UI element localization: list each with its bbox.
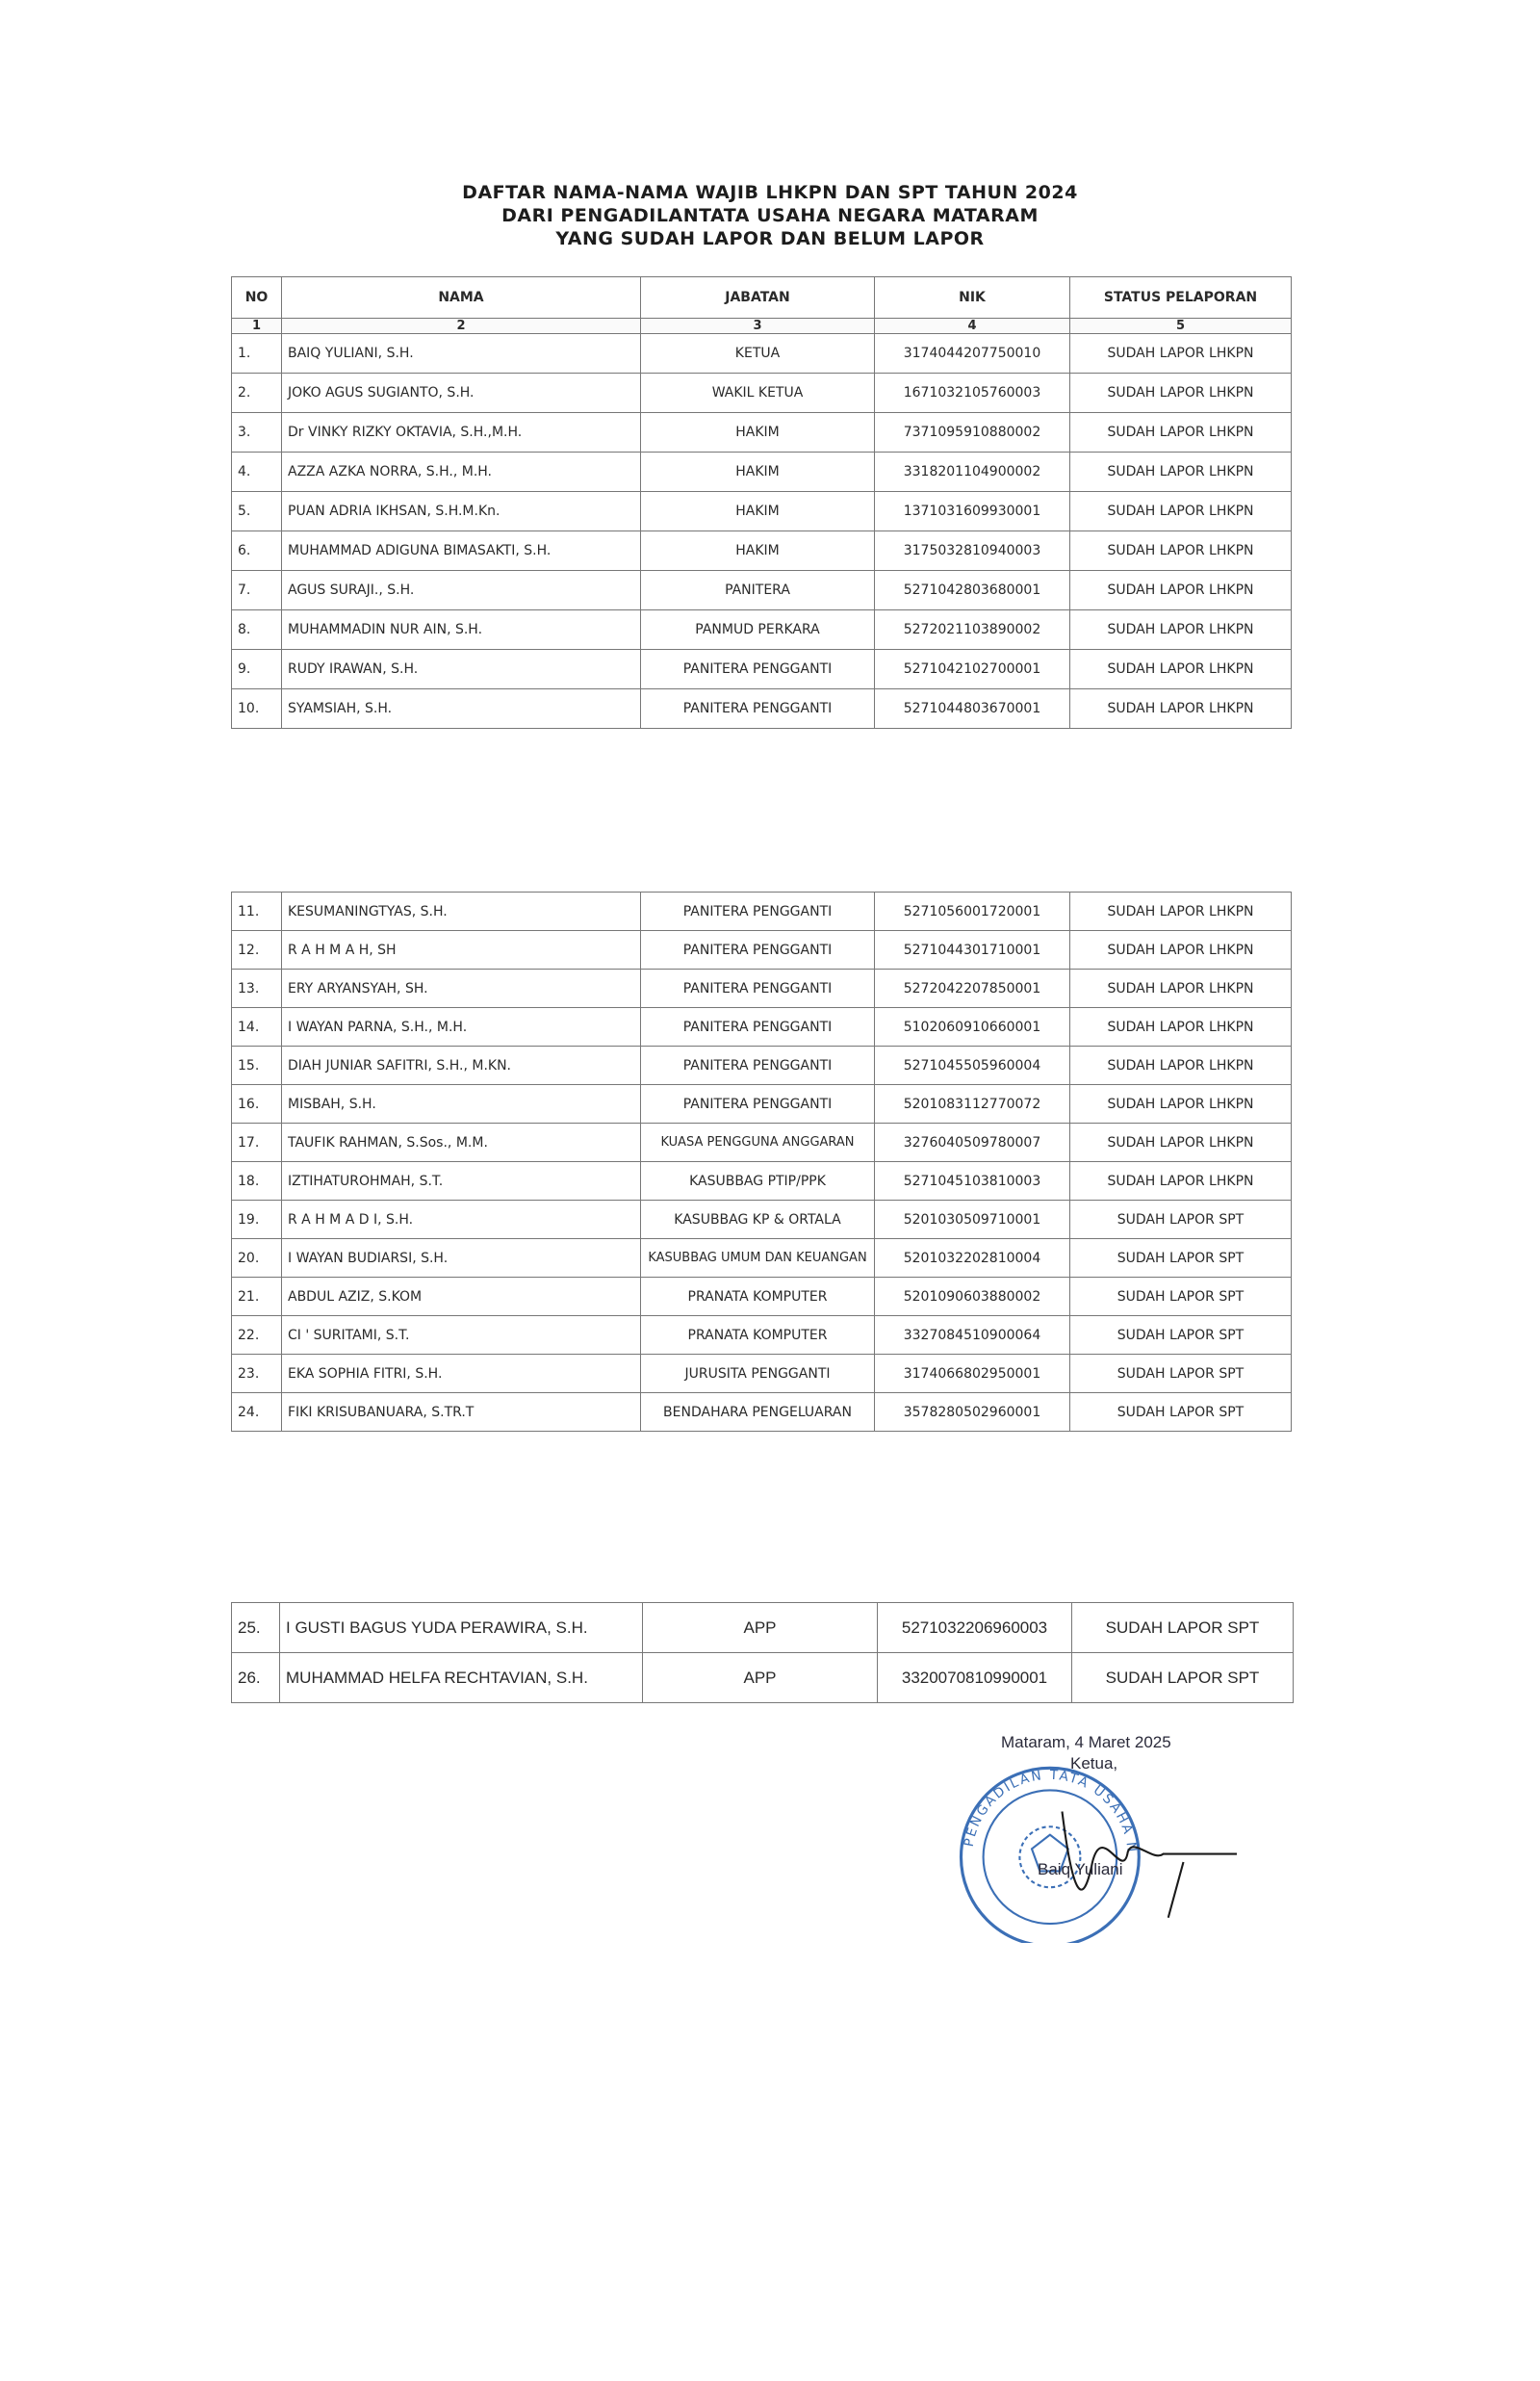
header-nama: NAMA [282, 277, 641, 319]
row-nik: 5272042207850001 [875, 970, 1070, 1008]
row-nik: 3320070810990001 [878, 1653, 1072, 1703]
row-nik: 5271056001720001 [875, 893, 1070, 931]
row-status: SUDAH LAPOR LHKPN [1070, 1008, 1292, 1047]
row-jabatan: JURUSITA PENGGANTI [641, 1355, 875, 1393]
row-nama: MUHAMMAD HELFA RECHTAVIAN, S.H. [280, 1653, 643, 1703]
row-status: SUDAH LAPOR LHKPN [1070, 413, 1292, 453]
table-row [232, 650, 1292, 689]
row-nik: 1671032105760003 [875, 374, 1070, 413]
row-number: 22. [232, 1316, 282, 1355]
row-status: SUDAH LAPOR LHKPN [1070, 610, 1292, 650]
row-status: SUDAH LAPOR LHKPN [1070, 571, 1292, 610]
header-no: NO [232, 277, 282, 319]
row-jabatan: PANITERA PENGGANTI [641, 931, 875, 970]
row-number: 17. [232, 1124, 282, 1162]
table-row [232, 893, 1292, 931]
table-row [232, 1653, 1294, 1703]
row-nik: 5271044803670001 [875, 689, 1070, 729]
row-nik: 5271045505960004 [875, 1047, 1070, 1085]
row-status: SUDAH LAPOR LHKPN [1070, 334, 1292, 374]
row-nama: ABDUL AZIZ, S.KOM [282, 1278, 641, 1316]
table-row [232, 1603, 1294, 1653]
row-status: SUDAH LAPOR SPT [1070, 1355, 1292, 1393]
row-status: SUDAH LAPOR LHKPN [1070, 650, 1292, 689]
row-nik: 3578280502960001 [875, 1393, 1070, 1432]
row-jabatan: APP [643, 1653, 878, 1703]
row-number: 26. [232, 1653, 280, 1703]
row-number: 14. [232, 1008, 282, 1047]
row-jabatan: KUASA PENGGUNA ANGGARAN [641, 1124, 875, 1162]
row-jabatan: PANITERA PENGGANTI [641, 970, 875, 1008]
table-row [232, 1085, 1292, 1124]
row-nik: 5272021103890002 [875, 610, 1070, 650]
row-number: 13. [232, 970, 282, 1008]
row-number: 15. [232, 1047, 282, 1085]
row-status: SUDAH LAPOR LHKPN [1070, 1124, 1292, 1162]
row-nama: JOKO AGUS SUGIANTO, S.H. [282, 374, 641, 413]
header-nik: NIK [875, 277, 1070, 319]
row-nik: 5271042102700001 [875, 650, 1070, 689]
row-nama: MUHAMMADIN NUR AIN, S.H. [282, 610, 641, 650]
row-jabatan: PANITERA PENGGANTI [641, 1008, 875, 1047]
row-jabatan: KASUBBAG UMUM DAN KEUANGAN [641, 1239, 875, 1278]
row-number: 7. [232, 571, 282, 610]
table-row [232, 1239, 1292, 1278]
row-nik: 5201090603880002 [875, 1278, 1070, 1316]
row-nama: AZZA AZKA NORRA, S.H., M.H. [282, 453, 641, 492]
table-row [232, 1201, 1292, 1239]
row-number: 25. [232, 1603, 280, 1653]
row-status: SUDAH LAPOR SPT [1070, 1316, 1292, 1355]
row-nama: BAIQ YULIANI, S.H. [282, 334, 641, 374]
document-title [0, 181, 1540, 250]
row-nik: 3318201104900002 [875, 453, 1070, 492]
row-number: 19. [232, 1201, 282, 1239]
row-nik: 3276040509780007 [875, 1124, 1070, 1162]
row-number: 20. [232, 1239, 282, 1278]
row-number: 1. [232, 334, 282, 374]
header-jabatan: JABATAN [641, 277, 875, 319]
row-nama: ERY ARYANSYAH, SH. [282, 970, 641, 1008]
table-row [232, 413, 1292, 453]
row-jabatan: PANITERA PENGGANTI [641, 1047, 875, 1085]
row-nama: DIAH JUNIAR SAFITRI, S.H., M.KN. [282, 1047, 641, 1085]
row-jabatan: HAKIM [641, 413, 875, 453]
row-jabatan: HAKIM [641, 453, 875, 492]
col-number: 3 [641, 319, 875, 334]
table-row [232, 1355, 1292, 1393]
table-row [232, 334, 1292, 374]
row-jabatan: KETUA [641, 334, 875, 374]
row-number: 9. [232, 650, 282, 689]
row-nama: AGUS SURAJI., S.H. [282, 571, 641, 610]
row-status: SUDAH LAPOR SPT [1072, 1653, 1294, 1703]
row-number: 24. [232, 1393, 282, 1432]
row-status: SUDAH LAPOR SPT [1072, 1603, 1294, 1653]
row-number: 12. [232, 931, 282, 970]
row-jabatan: PANITERA PENGGANTI [641, 650, 875, 689]
col-number: 5 [1070, 319, 1292, 334]
table-row [232, 1316, 1292, 1355]
table-row [232, 610, 1292, 650]
place-date: Mataram, 4 Maret 2025 [1001, 1733, 1171, 1751]
row-status: SUDAH LAPOR LHKPN [1070, 1085, 1292, 1124]
row-jabatan: WAKIL KETUA [641, 374, 875, 413]
row-number: 6. [232, 531, 282, 571]
row-jabatan: HAKIM [641, 531, 875, 571]
row-status: SUDAH LAPOR LHKPN [1070, 453, 1292, 492]
table-page-1 [231, 276, 1292, 729]
row-nik: 7371095910880002 [875, 413, 1070, 453]
row-status: SUDAH LAPOR LHKPN [1070, 492, 1292, 531]
row-jabatan: KASUBBAG KP & ORTALA [641, 1201, 875, 1239]
row-jabatan: KASUBBAG PTIP/PPK [641, 1162, 875, 1201]
table-row [232, 689, 1292, 729]
row-nik: 5271042803680001 [875, 571, 1070, 610]
row-nama: I WAYAN PARNA, S.H., M.H. [282, 1008, 641, 1047]
row-nik: 5102060910660001 [875, 1008, 1070, 1047]
row-nama: R A H M A D I, S.H. [282, 1201, 641, 1239]
col-number: 2 [282, 319, 641, 334]
row-status: SUDAH LAPOR LHKPN [1070, 893, 1292, 931]
svg-text:PENGADILAN TATA USAHA NEGARA: PENGADILAN TATA USAHA NEGARA [961, 1767, 1140, 1861]
row-jabatan: PANMUD PERKARA [641, 610, 875, 650]
row-number: 23. [232, 1355, 282, 1393]
row-number: 21. [232, 1278, 282, 1316]
row-nik: 1371031609930001 [875, 492, 1070, 531]
row-number: 11. [232, 893, 282, 931]
signer-name: Baiq Yuliani [1038, 1860, 1123, 1878]
header-status: STATUS PELAPORAN [1070, 277, 1292, 319]
row-jabatan: PANITERA PENGGANTI [641, 893, 875, 931]
row-nama: MISBAH, S.H. [282, 1085, 641, 1124]
row-nama: FIKI KRISUBANUARA, S.TR.T [282, 1393, 641, 1432]
row-nama: RUDY IRAWAN, S.H. [282, 650, 641, 689]
row-number: 8. [232, 610, 282, 650]
row-status: SUDAH LAPOR LHKPN [1070, 531, 1292, 571]
table-row [232, 453, 1292, 492]
table-row [232, 374, 1292, 413]
row-nama: I WAYAN BUDIARSI, S.H. [282, 1239, 641, 1278]
row-jabatan: PANITERA PENGGANTI [641, 1085, 875, 1124]
row-number: 18. [232, 1162, 282, 1201]
row-status: SUDAH LAPOR SPT [1070, 1201, 1292, 1239]
row-number: 4. [232, 453, 282, 492]
row-status: SUDAH LAPOR LHKPN [1070, 1047, 1292, 1085]
row-nik: 3327084510900064 [875, 1316, 1070, 1355]
row-jabatan: HAKIM [641, 492, 875, 531]
row-status: SUDAH LAPOR LHKPN [1070, 689, 1292, 729]
row-nama: Dr VINKY RIZKY OKTAVIA, S.H.,M.H. [282, 413, 641, 453]
table-row [232, 531, 1292, 571]
row-jabatan: PRANATA KOMPUTER [641, 1278, 875, 1316]
table-row [232, 1162, 1292, 1201]
row-status: SUDAH LAPOR LHKPN [1070, 374, 1292, 413]
row-nik: 5201083112770072 [875, 1085, 1070, 1124]
table-page-2 [231, 892, 1292, 1432]
row-nama: TAUFIK RAHMAN, S.Sos., M.M. [282, 1124, 641, 1162]
row-nama: PUAN ADRIA IKHSAN, S.H.M.Kn. [282, 492, 641, 531]
table-row [232, 1047, 1292, 1085]
row-jabatan: PANITERA PENGGANTI [641, 689, 875, 729]
row-status: SUDAH LAPOR LHKPN [1070, 931, 1292, 970]
row-nik: 3175032810940003 [875, 531, 1070, 571]
title-line-3: YANG SUDAH LAPOR DAN BELUM LAPOR [555, 228, 985, 249]
table-row [232, 571, 1292, 610]
row-nama: IZTIHATUROHMAH, S.T. [282, 1162, 641, 1201]
title-line-1: DAFTAR NAMA-NAMA WAJIB LHKPN DAN SPT TAHUN 2024 [462, 182, 1078, 203]
col-number: 1 [232, 319, 282, 334]
row-nama: I GUSTI BAGUS YUDA PERAWIRA, S.H. [280, 1603, 643, 1653]
row-nama: EKA SOPHIA FITRI, S.H. [282, 1355, 641, 1393]
table-row [232, 970, 1292, 1008]
row-number: 3. [232, 413, 282, 453]
row-nik: 5271032206960003 [878, 1603, 1072, 1653]
row-nik: 5201032202810004 [875, 1239, 1070, 1278]
row-status: SUDAH LAPOR SPT [1070, 1239, 1292, 1278]
row-jabatan: BENDAHARA PENGELUARAN [641, 1393, 875, 1432]
row-nik: 3174044207750010 [875, 334, 1070, 374]
col-number: 4 [875, 319, 1070, 334]
row-status: SUDAH LAPOR LHKPN [1070, 970, 1292, 1008]
row-status: SUDAH LAPOR LHKPN [1070, 1162, 1292, 1201]
title-line-2: DARI PENGADILANTATA USAHA NEGARA MATARAM [501, 205, 1039, 226]
row-number: 10. [232, 689, 282, 729]
table-row [232, 1008, 1292, 1047]
table-row [232, 1124, 1292, 1162]
signer-role: Ketua, [1070, 1754, 1118, 1773]
row-jabatan: PRANATA KOMPUTER [641, 1316, 875, 1355]
row-nama: SYAMSIAH, S.H. [282, 689, 641, 729]
row-jabatan: PANITERA [641, 571, 875, 610]
row-jabatan: APP [643, 1603, 878, 1653]
row-nama: CI ' SURITAMI, S.T. [282, 1316, 641, 1355]
row-status: SUDAH LAPOR SPT [1070, 1393, 1292, 1432]
row-nik: 5271044301710001 [875, 931, 1070, 970]
row-nama: MUHAMMAD ADIGUNA BIMASAKTI, S.H. [282, 531, 641, 571]
table-page-3 [231, 1602, 1294, 1703]
table-row [232, 931, 1292, 970]
row-nik: 3174066802950001 [875, 1355, 1070, 1393]
row-nama: R A H M A H, SH [282, 931, 641, 970]
row-number: 16. [232, 1085, 282, 1124]
row-nik: 5271045103810003 [875, 1162, 1070, 1201]
table-row [232, 1393, 1292, 1432]
row-status: SUDAH LAPOR SPT [1070, 1278, 1292, 1316]
row-number: 5. [232, 492, 282, 531]
row-nama: KESUMANINGTYAS, S.H. [282, 893, 641, 931]
table-row [232, 1278, 1292, 1316]
row-nik: 5201030509710001 [875, 1201, 1070, 1239]
table-row [232, 492, 1292, 531]
row-number: 2. [232, 374, 282, 413]
